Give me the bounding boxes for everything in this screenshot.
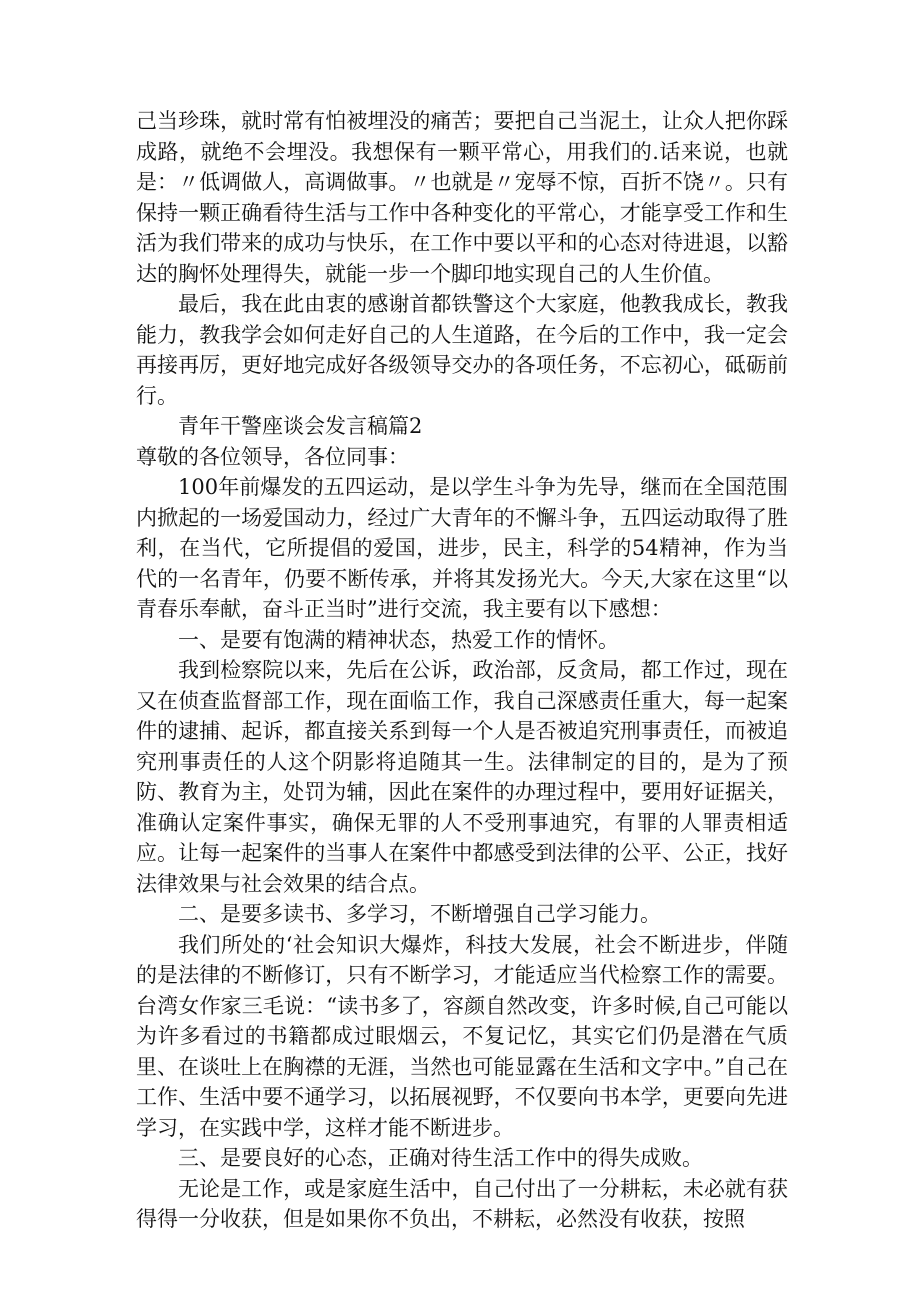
document-page [136, 106, 788, 1235]
body-paragraph-point-3: 无论是工作，或是家庭生活中，自己付出了一分耕耘，未必就有获得得一分收获，但是如果你不负出，不耕耘，必然没有收获，按照 [136, 1176, 788, 1231]
section-title: 青年干警座谈会发言稿篇2 [178, 414, 423, 438]
body-paragraph-point-1: 我到检察院以来，先后在公诉，政治部，反贪局，都工作过，现在又在侦查监督部工作，现在面临工作，我自己深感责任重大，每一起案件的逮捕、起诉，都直接关系到每一个人是否被追究刑事责任，而被追究刑事责任的人这个阴影将追随其一生。法律制定的目的，是为了预防、教育为主，处罚为辅，因此在案件的办理过程中，要用好证据关，准确认定案件事实，确保无罪的人不受刑事迪究，有罪的人罪责相适应。让每一起案件的当事人在案件中都感受到法律的公平、公正，找好法律效果与社会效果的结合点。 [136, 658, 788, 896]
salutation: 尊敬的各位领导，各位同事： [136, 444, 409, 469]
body-paragraph-intro: 100年前爆发的五四运动，是以学生斗争为先导，继而在全国范围内掀起的一场爱国动力，经过广大青年的不懈斗争，五四运动取得了胜利，在当代，它所提倡的爱国，进步，民主，科学的54精神，作为当代的一名青年，仍要不断传承，并将其发扬光大。今天,大家在这里“以青春乐奉献，奋斗正当时”进行交流，我主要有以下感想： [136, 475, 788, 621]
point-heading-3: 三、是要良好的心态，正确对待生活工作中的得失成败。 [178, 1146, 703, 1170]
paragraph-closing: 最后，我在此由衷的感谢首都铁警这个大家庭，他教我成长，教我能力，教我学会如何走好自己的人生道路，在今后的工作中，我一定会再接再厉，更好地完成好各级领导交办的各项任务，不忘初心，砥砺前行。 [136, 292, 788, 408]
point-heading-2: 二、是要多读书、多学习，不断增强自己学习能力。 [178, 902, 661, 926]
body-paragraph-point-2: 我们所处的‘社会知识大爆炸，科技大发展，社会不断进步，伴随的是法律的不断修订，只有不断学习，才能适应当代检察工作的需要。台湾女作家三毛说：“读书多了，容颜自然改变，许多时候,自己可能以为许多看过的书籍都成过眼烟云，不复记忆，其实它们仍是潜在气质里、在谈吐上在胸襟的无涯，当然也可能显露在生活和文字中。”自己在工作、生活中要不通学习，以拓展视野，不仅要向书本学，更要向先进学习，在实践中学，这样才能不断进步。 [136, 932, 788, 1140]
paragraph-continuation: 己当珍珠，就时常有怕被埋没的痛苦；要把自己当泥土，让众人把你踩成路，就绝不会埋没。我想保有一颗平常心，用我们的.话来说，也就是：〃低调做人，高调做事。〃也就是〃宠辱不惊，百折不饶〃。只有保持一颗正确看待生活与工作中各种变化的平常心，才能享受工作和生活为我们带来的成功与快乐，在工作中要以平和的心态对待进退，以豁达的胸怀处理得失，就能一步一个脚印地实现自己的人生价值。 [136, 109, 788, 286]
point-heading-1: 一、是要有饱满的精神状态，热爱工作的情怀。 [178, 627, 619, 652]
